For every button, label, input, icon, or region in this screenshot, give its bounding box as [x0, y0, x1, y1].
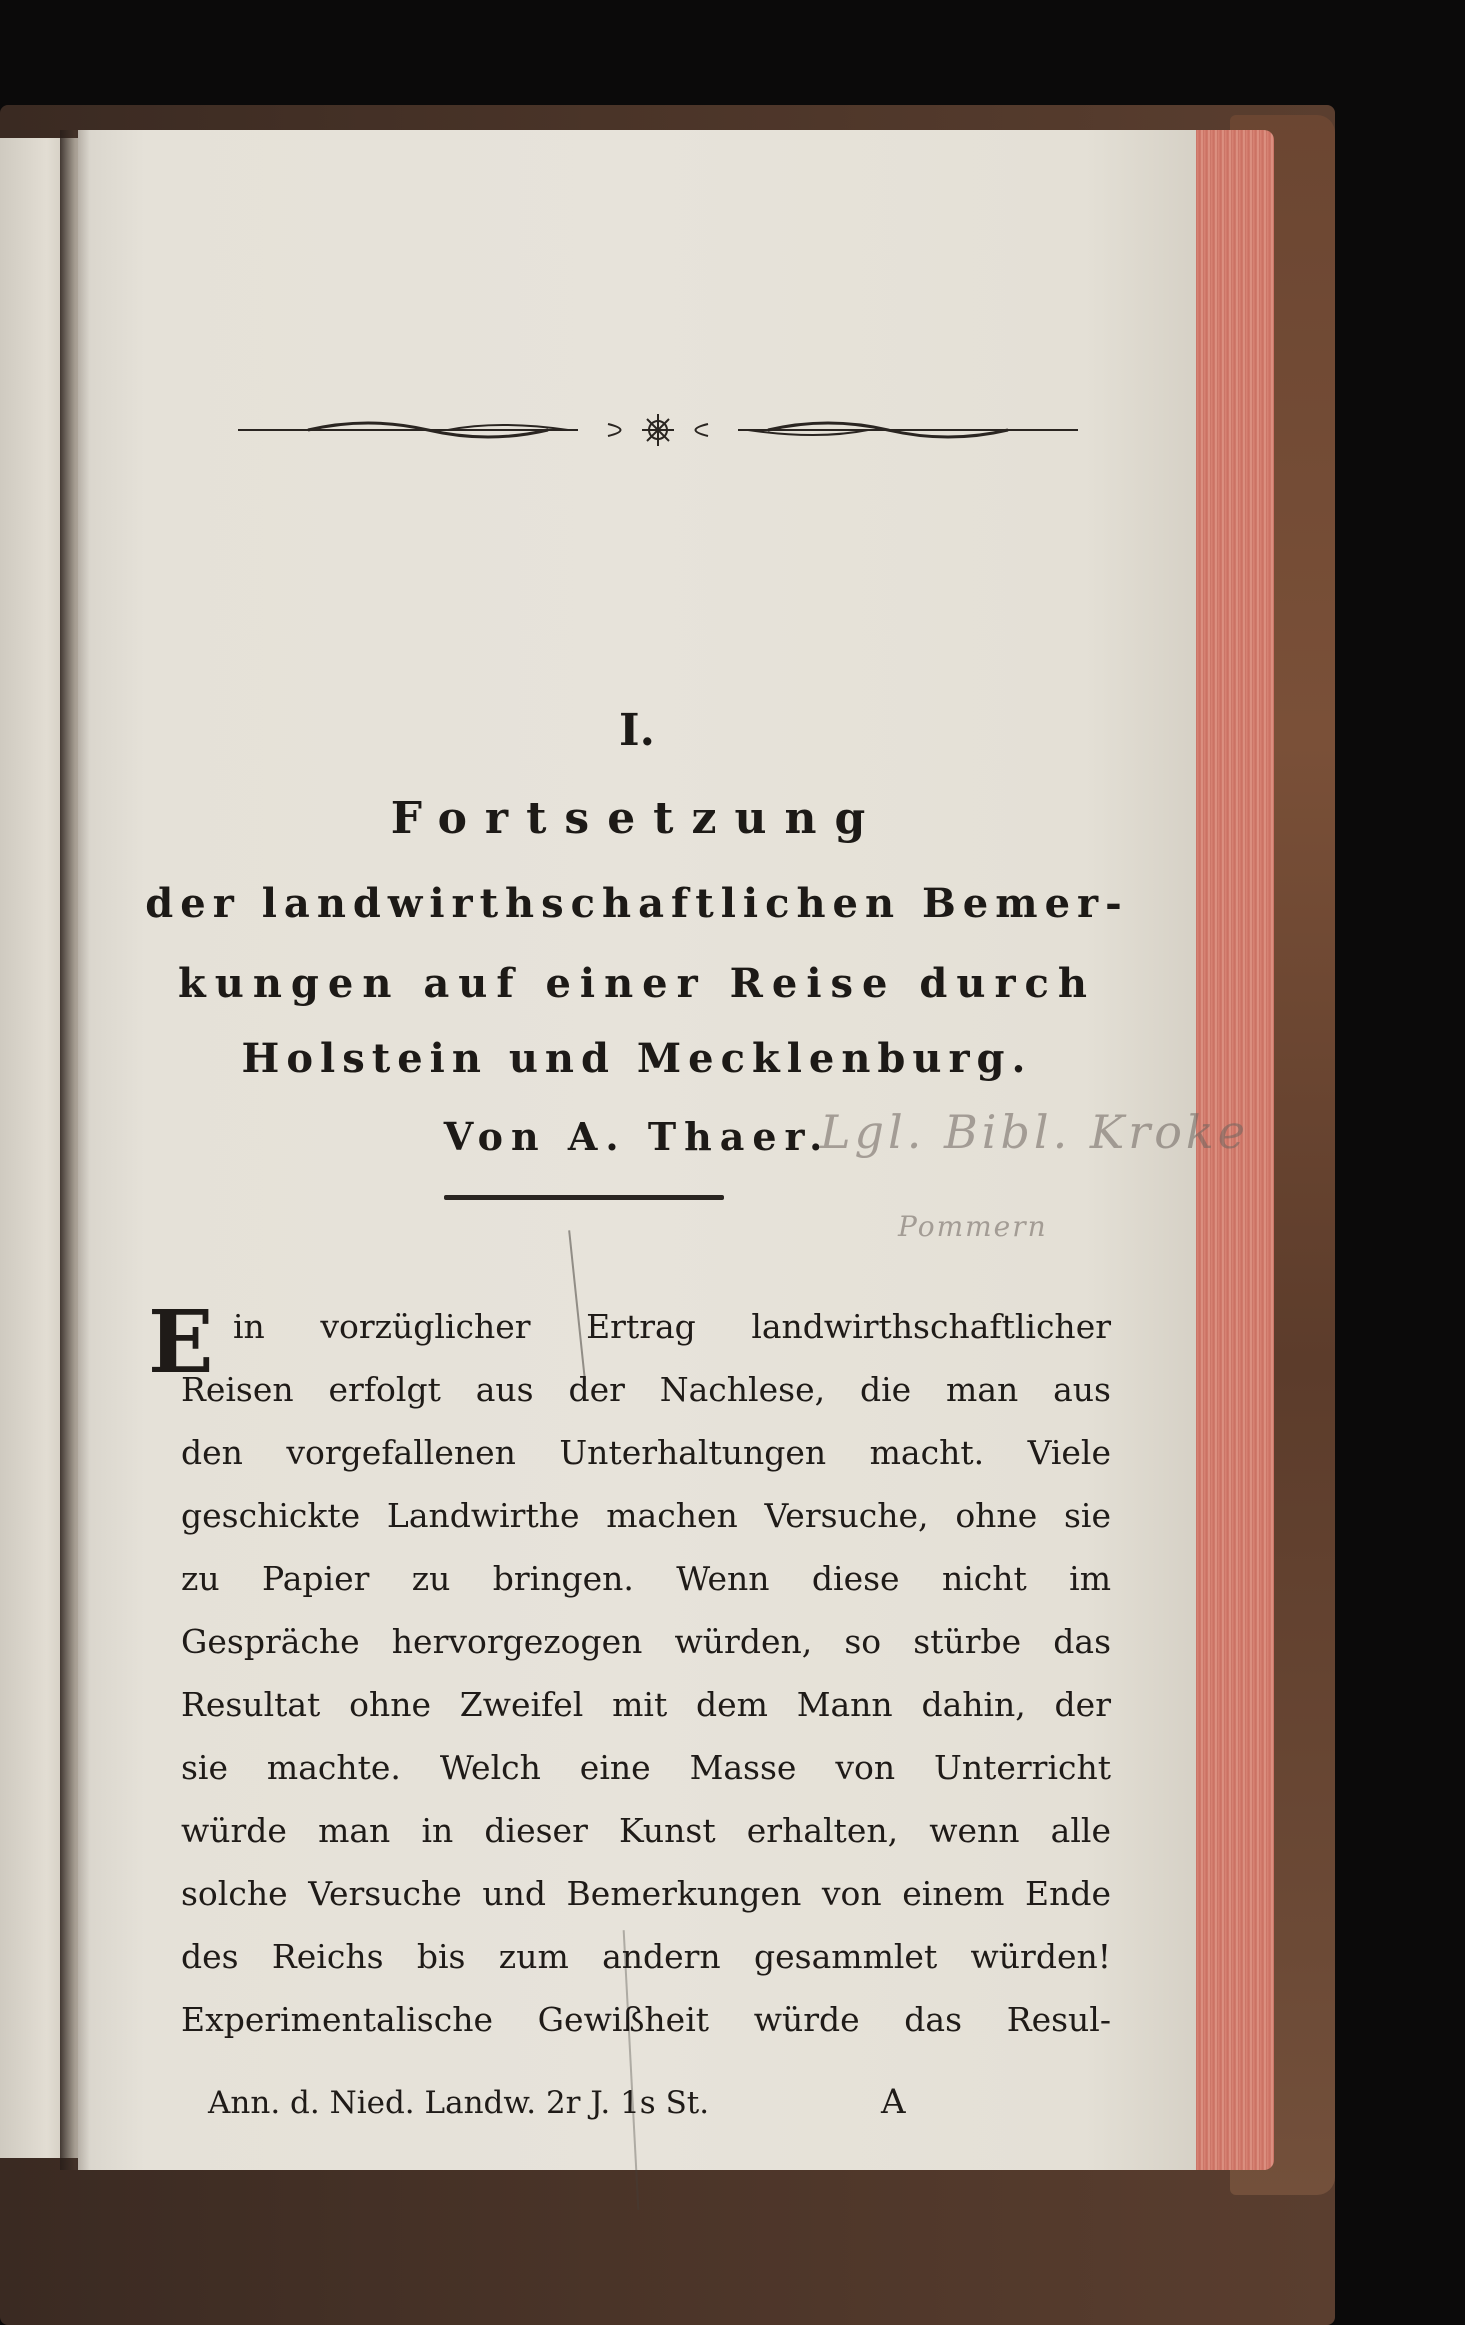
signature-footer: Ann. d. Nied. Landw. 2r J. 1s St.: [208, 2085, 710, 2121]
author-line: Von A. Thaer.: [443, 1114, 831, 1159]
text-line: geschickte Landwirthe machen Versuche, ohne sie: [181, 1496, 1111, 1535]
text-line: sie machte. Welch eine Masse von Unterricht: [181, 1748, 1111, 1787]
chapter-title-line-4: Holstein und Mecklenburg.: [241, 1035, 1033, 1082]
text-line: Reisen erfolgt aus der Nachlese, die man aus: [181, 1370, 1111, 1409]
pencil-marginalia: Pommern: [898, 1210, 1048, 1243]
section-number: I.: [619, 705, 655, 756]
ornament-divider-icon: [238, 410, 1078, 450]
body-text: [181, 1295, 1111, 2051]
text-line: Gespräche hervorgezogen würden, so stürbe das: [181, 1622, 1111, 1661]
printer-signature-mark: A: [881, 2082, 906, 2122]
chapter-title-line-2: der landwirthschaftlichen Bemer-: [145, 880, 1129, 927]
text-line: in vorzüglicher Ertrag landwirthschaftlicher: [233, 1307, 1111, 1346]
chapter-title-line-3: kungen auf einer Reise durch: [178, 960, 1096, 1007]
book-gutter: [60, 130, 90, 2170]
text-line: des Reichs bis zum andern gesammlet würden!: [181, 1937, 1111, 1976]
text-line: Experimentalische Gewißheit würde das Resul-: [181, 2000, 1111, 2039]
text-line: den vorgefallenen Unterhaltungen macht. Viele: [181, 1433, 1111, 1472]
pencil-marginalia: Lgl. Bibl. Kroke: [820, 1105, 1250, 1159]
drop-capital: E: [148, 1292, 214, 1393]
chapter-title-line-1: Fortsetzung: [390, 793, 884, 844]
text-line: zu Papier zu bringen. Wenn diese nicht im: [181, 1559, 1111, 1598]
title-rule: [444, 1195, 724, 1200]
text-line: Resultat ohne Zweifel mit dem Mann dahin, der: [181, 1685, 1111, 1724]
text-line: würde man in dieser Kunst erhalten, wenn alle: [181, 1811, 1111, 1850]
text-line: solche Versuche und Bemerkungen von einem Ende: [181, 1874, 1111, 1913]
book-page: [78, 130, 1250, 2170]
